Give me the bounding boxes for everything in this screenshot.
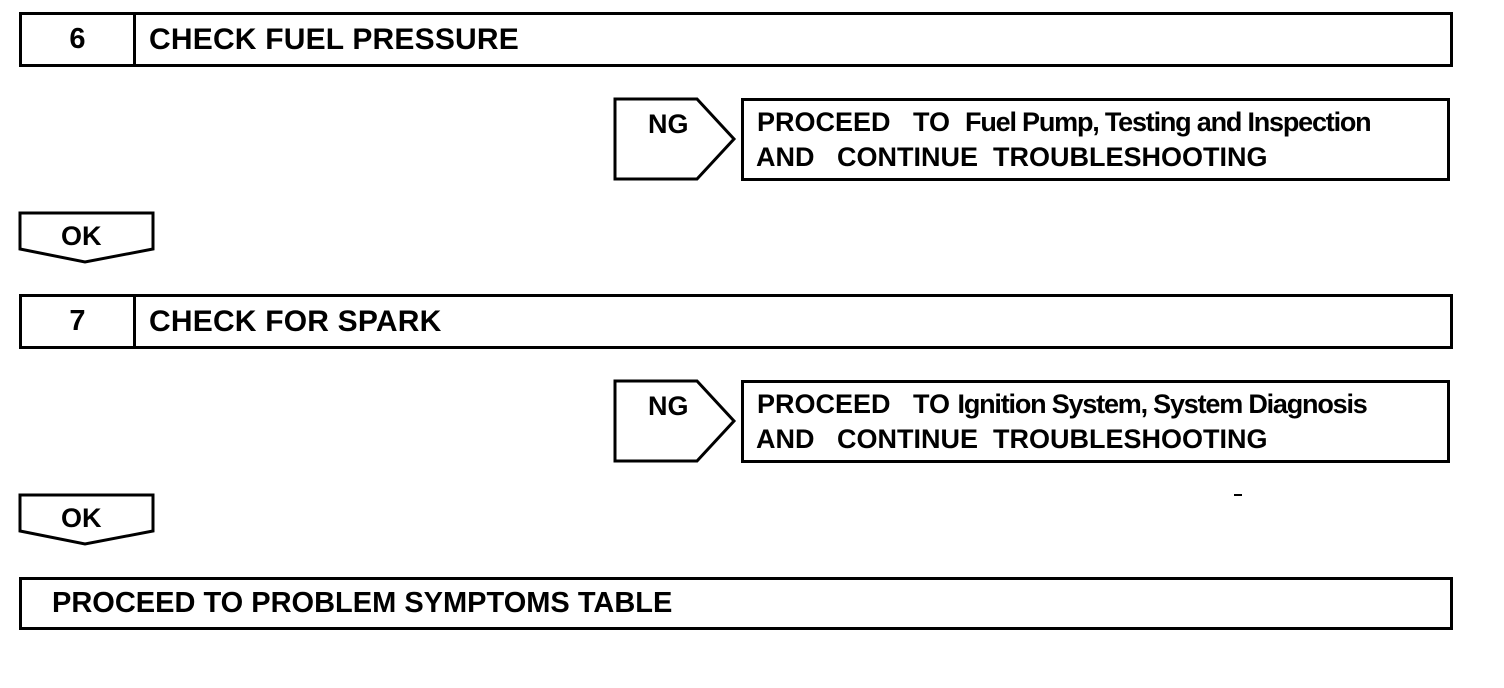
final-step-box bbox=[19, 577, 1453, 630]
step-7-ng-label: NG bbox=[648, 391, 689, 421]
step-7-ok-label: OK bbox=[61, 503, 102, 533]
step-6-title: CHECK FUEL PRESSURE bbox=[149, 22, 519, 56]
step-7-action-line2: AND CONTINUE TROUBLESHOOTING bbox=[756, 424, 1268, 454]
step-6-action-prefix: PROCEED TO bbox=[757, 107, 966, 137]
step-7-ng-action-box bbox=[741, 380, 1450, 463]
step-7-action-line1 bbox=[757, 389, 1367, 420]
step-7-title: CHECK FOR SPARK bbox=[149, 304, 442, 338]
step-6-action-link[interactable]: Fuel Pump, Testing and Inspection bbox=[965, 107, 1371, 137]
step-6-action-line2: AND CONTINUE TROUBLESHOOTING bbox=[756, 142, 1268, 172]
step-6-ng-label: NG bbox=[648, 109, 689, 139]
step-6-ng-action-box bbox=[741, 98, 1450, 181]
final-step-label: PROCEED TO PROBLEM SYMPTOMS TABLE bbox=[52, 587, 673, 619]
step-7-number: 7 bbox=[22, 297, 136, 346]
step-6-number: 6 bbox=[22, 15, 136, 64]
step-6-ok-label: OK bbox=[61, 221, 102, 251]
step-7-action-link[interactable]: Ignition System, System Diagnosis bbox=[957, 389, 1367, 419]
step-7-action-prefix: PROCEED TO bbox=[757, 389, 958, 419]
step-7-box bbox=[19, 294, 1453, 349]
step-6-box bbox=[19, 12, 1453, 67]
step-6-action-line1 bbox=[757, 107, 1370, 138]
stray-tick-mark bbox=[1234, 494, 1242, 496]
